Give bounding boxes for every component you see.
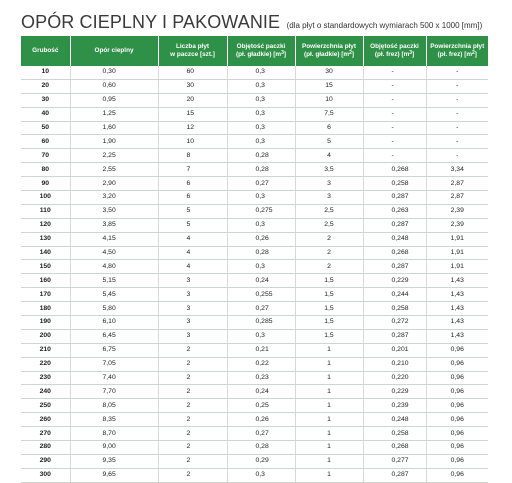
table-row bbox=[21, 427, 488, 441]
thermal-resistance-cell: 5,45 bbox=[70, 288, 158, 302]
boards-per-pack-cell: 20 bbox=[158, 93, 227, 107]
thermal-resistance-cell: 7,70 bbox=[70, 385, 158, 399]
board-area-smooth-cell: 1 bbox=[295, 399, 363, 413]
table-row bbox=[21, 66, 488, 79]
table-row bbox=[21, 343, 488, 357]
pack-volume-smooth-cell: 0,3 bbox=[227, 191, 295, 205]
thickness-cell: 120 bbox=[21, 218, 70, 232]
boards-per-pack-cell: 5 bbox=[158, 218, 227, 232]
thickness-cell: 90 bbox=[21, 177, 70, 191]
table-row bbox=[21, 454, 488, 468]
table-row bbox=[21, 413, 488, 427]
table-row bbox=[21, 385, 488, 399]
thermal-resistance-cell: 8,35 bbox=[70, 413, 158, 427]
boards-per-pack-cell: 3 bbox=[158, 302, 227, 316]
board-area-milled-cell: 0,96 bbox=[426, 427, 488, 441]
table-row bbox=[21, 357, 488, 371]
board-area-smooth-cell: 3 bbox=[295, 177, 363, 191]
board-area-milled-cell: 0,96 bbox=[426, 343, 488, 357]
table-row bbox=[21, 232, 488, 246]
board-area-milled-cell: 0,96 bbox=[426, 399, 488, 413]
table-row bbox=[21, 107, 488, 121]
table-row bbox=[21, 93, 488, 107]
board-area-milled-cell: - bbox=[426, 135, 488, 149]
boards-per-pack-cell: 12 bbox=[158, 121, 227, 135]
table-row bbox=[21, 302, 488, 316]
board-area-milled-cell: - bbox=[426, 66, 488, 79]
thermal-resistance-cell: 0,60 bbox=[70, 79, 158, 93]
pack-volume-smooth-cell: 0,3 bbox=[227, 135, 295, 149]
board-area-smooth-cell: 1 bbox=[295, 413, 363, 427]
thickness-cell: 50 bbox=[21, 121, 70, 135]
thickness-cell: 30 bbox=[21, 93, 70, 107]
thermal-resistance-cell: 3,50 bbox=[70, 204, 158, 218]
pack-volume-smooth-cell: 0,275 bbox=[227, 204, 295, 218]
table-row bbox=[21, 121, 488, 135]
boards-per-pack-cell: 30 bbox=[158, 79, 227, 93]
pack-volume-smooth-cell: 0,3 bbox=[227, 468, 295, 482]
table-row bbox=[21, 468, 488, 482]
pack-volume-milled-cell: 0,258 bbox=[363, 427, 426, 441]
pack-volume-smooth-cell: 0,3 bbox=[227, 79, 295, 93]
pack-volume-smooth-cell: 0,21 bbox=[227, 343, 295, 357]
boards-per-pack-cell: 3 bbox=[158, 316, 227, 330]
pack-volume-smooth-cell: 0,3 bbox=[227, 329, 295, 343]
board-area-smooth-cell: 1 bbox=[295, 385, 363, 399]
page-title-row bbox=[21, 12, 482, 33]
pack-volume-smooth-cell: 0,29 bbox=[227, 454, 295, 468]
col-header-unit-exponent: 2 bbox=[349, 50, 352, 56]
pack-volume-smooth-cell: 0,28 bbox=[227, 149, 295, 163]
boards-per-pack-cell: 2 bbox=[158, 454, 227, 468]
board-area-milled-cell: 1,43 bbox=[426, 329, 488, 343]
board-area-milled-cell: - bbox=[426, 107, 488, 121]
thickness-cell: 260 bbox=[21, 413, 70, 427]
boards-per-pack-cell: 2 bbox=[158, 357, 227, 371]
board-area-milled-cell: 2,87 bbox=[426, 177, 488, 191]
pack-volume-milled-cell: - bbox=[363, 135, 426, 149]
board-area-smooth-cell: 1,5 bbox=[295, 302, 363, 316]
thermal-resistance-cell: 4,80 bbox=[70, 260, 158, 274]
thermal-resistance-cell: 0,30 bbox=[70, 66, 158, 79]
pack-volume-smooth-cell: 0,27 bbox=[227, 302, 295, 316]
thermal-resistance-cell: 5,15 bbox=[70, 274, 158, 288]
page-title: OPÓR CIEPLNY I PAKOWANIE bbox=[21, 12, 281, 32]
col-header-line2: (pł. frez) [m bbox=[374, 51, 410, 58]
col-header-unit-exponent: 3 bbox=[409, 50, 413, 56]
thermal-resistance-cell: 2,55 bbox=[70, 163, 158, 177]
boards-per-pack-cell: 3 bbox=[158, 288, 227, 302]
thermal-resistance-cell: 6,10 bbox=[70, 316, 158, 330]
board-area-smooth-cell: 1,5 bbox=[295, 288, 363, 302]
thermal-resistance-cell: 4,15 bbox=[70, 232, 158, 246]
thermal-resistance-cell: 6,45 bbox=[70, 329, 158, 343]
table-row bbox=[21, 399, 488, 413]
boards-per-pack-cell: 2 bbox=[158, 413, 227, 427]
board-area-smooth-cell: 2 bbox=[295, 260, 363, 274]
col-header-line1: Powierzchnia płyt bbox=[302, 43, 356, 50]
pack-volume-smooth-cell: 0,23 bbox=[227, 371, 295, 385]
board-area-milled-cell: 2,87 bbox=[426, 191, 488, 205]
board-area-milled-cell: - bbox=[426, 93, 488, 107]
pack-volume-milled-cell: 0,244 bbox=[363, 288, 426, 302]
boards-per-pack-cell: 2 bbox=[158, 371, 227, 385]
table-body bbox=[21, 66, 488, 482]
board-area-smooth-cell: 1,5 bbox=[295, 329, 363, 343]
board-area-smooth-cell: 3,5 bbox=[295, 163, 363, 177]
boards-per-pack-cell: 7 bbox=[158, 163, 227, 177]
boards-per-pack-cell: 10 bbox=[158, 135, 227, 149]
thickness-cell: 100 bbox=[21, 191, 70, 205]
thermal-resistance-cell: 0,95 bbox=[70, 93, 158, 107]
board-area-milled-cell: 0,96 bbox=[426, 454, 488, 468]
board-area-smooth-cell: 1 bbox=[295, 371, 363, 385]
table-row bbox=[21, 246, 488, 260]
pack-volume-milled-cell: 0,210 bbox=[363, 357, 426, 371]
pack-volume-smooth-cell: 0,28 bbox=[227, 163, 295, 177]
thickness-cell: 240 bbox=[21, 385, 70, 399]
col-header-line1: Objętość paczki bbox=[370, 43, 419, 50]
board-area-smooth-cell: 1,5 bbox=[295, 274, 363, 288]
pack-volume-milled-cell: - bbox=[363, 149, 426, 163]
thermal-resistance-cell: 2,25 bbox=[70, 149, 158, 163]
board-area-smooth-cell: 15 bbox=[295, 79, 363, 93]
pack-volume-smooth-cell: 0,22 bbox=[227, 357, 295, 371]
board-area-smooth-cell: 7,5 bbox=[295, 107, 363, 121]
table-row bbox=[21, 79, 488, 93]
thermal-resistance-cell: 9,35 bbox=[70, 454, 158, 468]
pack-volume-milled-cell: 0,287 bbox=[363, 218, 426, 232]
pack-volume-milled-cell: 0,287 bbox=[363, 468, 426, 482]
table-row bbox=[21, 441, 488, 455]
pack-volume-smooth-cell: 0,3 bbox=[227, 66, 295, 79]
col-header-pack-volume-smooth bbox=[227, 36, 295, 66]
thermal-resistance-cell: 8,70 bbox=[70, 427, 158, 441]
col-header-line2: (pł. gładkie) [m bbox=[235, 51, 282, 58]
board-area-milled-cell: 0,96 bbox=[426, 371, 488, 385]
thickness-cell: 150 bbox=[21, 260, 70, 274]
col-header-boards-per-pack bbox=[158, 36, 227, 66]
pack-volume-smooth-cell: 0,255 bbox=[227, 288, 295, 302]
col-header-thermal-resistance bbox=[70, 36, 158, 66]
table-row bbox=[21, 149, 488, 163]
thermal-resistance-cell: 7,40 bbox=[70, 371, 158, 385]
board-area-smooth-cell: 1 bbox=[295, 357, 363, 371]
thermal-resistance-cell: 2,90 bbox=[70, 177, 158, 191]
board-area-milled-cell: - bbox=[426, 79, 488, 93]
thermal-resistance-cell: 8,05 bbox=[70, 399, 158, 413]
board-area-smooth-cell: 1 bbox=[295, 454, 363, 468]
thickness-cell: 250 bbox=[21, 399, 70, 413]
board-area-milled-cell: 1,91 bbox=[426, 246, 488, 260]
boards-per-pack-cell: 15 bbox=[158, 107, 227, 121]
pack-volume-milled-cell: - bbox=[363, 66, 426, 79]
board-area-milled-cell: 0,96 bbox=[426, 468, 488, 482]
thickness-cell: 300 bbox=[21, 468, 70, 482]
thickness-cell: 80 bbox=[21, 163, 70, 177]
board-area-milled-cell: 1,43 bbox=[426, 288, 488, 302]
table-row bbox=[21, 191, 488, 205]
boards-per-pack-cell: 3 bbox=[158, 274, 227, 288]
pack-volume-milled-cell: 0,201 bbox=[363, 343, 426, 357]
table-row bbox=[21, 204, 488, 218]
col-header-unit-close: ] bbox=[474, 51, 477, 58]
col-header-board-area-milled bbox=[426, 36, 488, 66]
boards-per-pack-cell: 8 bbox=[158, 149, 227, 163]
pack-volume-milled-cell: - bbox=[363, 121, 426, 135]
pack-volume-milled-cell: 0,229 bbox=[363, 274, 426, 288]
boards-per-pack-cell: 2 bbox=[158, 399, 227, 413]
col-header-board-area-smooth bbox=[295, 36, 363, 66]
pack-volume-smooth-cell: 0,27 bbox=[227, 427, 295, 441]
board-area-smooth-cell: 6 bbox=[295, 121, 363, 135]
thickness-cell: 10 bbox=[21, 66, 70, 79]
pack-volume-smooth-cell: 0,28 bbox=[227, 246, 295, 260]
board-area-smooth-cell: 2 bbox=[295, 246, 363, 260]
board-area-smooth-cell: 2,5 bbox=[295, 204, 363, 218]
pack-volume-smooth-cell: 0,24 bbox=[227, 274, 295, 288]
insulation-table bbox=[21, 36, 488, 483]
pack-volume-milled-cell: 0,277 bbox=[363, 454, 426, 468]
table-header-row bbox=[21, 36, 488, 66]
col-header-unit-close: ] bbox=[351, 51, 354, 58]
col-header-thickness bbox=[21, 36, 70, 66]
pack-volume-milled-cell: 0,287 bbox=[363, 260, 426, 274]
col-header-pack-volume-milled bbox=[363, 36, 426, 66]
thermal-resistance-cell: 3,85 bbox=[70, 218, 158, 232]
thickness-cell: 60 bbox=[21, 135, 70, 149]
thickness-cell: 170 bbox=[21, 288, 70, 302]
board-area-smooth-cell: 10 bbox=[295, 93, 363, 107]
table-row bbox=[21, 135, 488, 149]
thickness-cell: 280 bbox=[21, 441, 70, 455]
thickness-cell: 190 bbox=[21, 316, 70, 330]
thermal-resistance-cell: 6,75 bbox=[70, 343, 158, 357]
thermal-resistance-cell: 9,65 bbox=[70, 468, 158, 482]
boards-per-pack-cell: 4 bbox=[158, 232, 227, 246]
pack-volume-milled-cell: 0,248 bbox=[363, 232, 426, 246]
boards-per-pack-cell: 3 bbox=[158, 329, 227, 343]
boards-per-pack-cell: 60 bbox=[158, 66, 227, 79]
col-header-unit-exponent: 2 bbox=[472, 50, 475, 56]
thermal-resistance-cell: 5,80 bbox=[70, 302, 158, 316]
pack-volume-smooth-cell: 0,3 bbox=[227, 260, 295, 274]
pack-volume-milled-cell: 0,287 bbox=[363, 191, 426, 205]
pack-volume-milled-cell: 0,268 bbox=[363, 163, 426, 177]
board-area-milled-cell: 1,43 bbox=[426, 316, 488, 330]
boards-per-pack-cell: 5 bbox=[158, 204, 227, 218]
pack-volume-smooth-cell: 0,28 bbox=[227, 441, 295, 455]
col-header-unit-exponent: 3 bbox=[281, 50, 284, 56]
board-area-milled-cell: 2,39 bbox=[426, 204, 488, 218]
pack-volume-smooth-cell: 0,285 bbox=[227, 316, 295, 330]
board-area-milled-cell: 0,96 bbox=[426, 413, 488, 427]
board-area-milled-cell: 1,43 bbox=[426, 274, 488, 288]
table-row bbox=[21, 163, 488, 177]
col-header-line1: Objętość paczki bbox=[236, 43, 286, 50]
boards-per-pack-cell: 2 bbox=[158, 427, 227, 441]
thermal-resistance-cell: 1,60 bbox=[70, 121, 158, 135]
col-header-line2: w paczce [szt.] bbox=[170, 51, 215, 58]
pack-volume-smooth-cell: 0,3 bbox=[227, 107, 295, 121]
pack-volume-milled-cell: 0,268 bbox=[363, 441, 426, 455]
board-area-smooth-cell: 1 bbox=[295, 441, 363, 455]
thickness-cell: 160 bbox=[21, 274, 70, 288]
boards-per-pack-cell: 6 bbox=[158, 177, 227, 191]
boards-per-pack-cell: 2 bbox=[158, 441, 227, 455]
boards-per-pack-cell: 2 bbox=[158, 468, 227, 482]
thermal-resistance-cell: 1,90 bbox=[70, 135, 158, 149]
table-row bbox=[21, 218, 488, 232]
pack-volume-smooth-cell: 0,25 bbox=[227, 399, 295, 413]
thickness-cell: 20 bbox=[21, 79, 70, 93]
table-row bbox=[21, 177, 488, 191]
thickness-cell: 70 bbox=[21, 149, 70, 163]
board-area-smooth-cell: 1 bbox=[295, 427, 363, 441]
thickness-cell: 230 bbox=[21, 371, 70, 385]
pack-volume-milled-cell: 0,239 bbox=[363, 399, 426, 413]
board-area-milled-cell: 1,91 bbox=[426, 260, 488, 274]
pack-volume-smooth-cell: 0,3 bbox=[227, 121, 295, 135]
thermal-resistance-cell: 7,05 bbox=[70, 357, 158, 371]
board-area-milled-cell: 3,34 bbox=[426, 163, 488, 177]
thickness-cell: 130 bbox=[21, 232, 70, 246]
board-area-smooth-cell: 4 bbox=[295, 149, 363, 163]
pack-volume-milled-cell: 0,258 bbox=[363, 177, 426, 191]
table-row bbox=[21, 316, 488, 330]
thermal-resistance-cell: 9,00 bbox=[70, 441, 158, 455]
pack-volume-milled-cell: 0,287 bbox=[363, 329, 426, 343]
board-area-smooth-cell: 3 bbox=[295, 191, 363, 205]
table-row bbox=[21, 371, 488, 385]
pack-volume-smooth-cell: 0,26 bbox=[227, 413, 295, 427]
pack-volume-smooth-cell: 0,27 bbox=[227, 177, 295, 191]
thickness-cell: 290 bbox=[21, 454, 70, 468]
col-header-unit-close: ] bbox=[283, 51, 286, 58]
thickness-cell: 270 bbox=[21, 427, 70, 441]
col-header-line1: Grubość bbox=[32, 47, 59, 54]
col-header-unit-close: ] bbox=[412, 51, 415, 58]
thickness-cell: 210 bbox=[21, 343, 70, 357]
pack-volume-smooth-cell: 0,26 bbox=[227, 232, 295, 246]
board-area-milled-cell: 0,96 bbox=[426, 357, 488, 371]
board-area-smooth-cell: 30 bbox=[295, 66, 363, 79]
board-area-smooth-cell: 1 bbox=[295, 468, 363, 482]
page-subtitle: (dla płyt o standardowych wymiarach 500 x 1000 [mm]) bbox=[286, 21, 483, 30]
pack-volume-milled-cell: 0,229 bbox=[363, 385, 426, 399]
col-header-line2: (pł. gładkie) [m bbox=[303, 51, 350, 58]
pack-volume-milled-cell: 0,248 bbox=[363, 413, 426, 427]
boards-per-pack-cell: 6 bbox=[158, 191, 227, 205]
col-header-line1: Liczba płyt bbox=[175, 43, 210, 50]
board-area-milled-cell: - bbox=[426, 121, 488, 135]
board-area-milled-cell: 0,96 bbox=[426, 441, 488, 455]
board-area-smooth-cell: 5 bbox=[295, 135, 363, 149]
thickness-cell: 180 bbox=[21, 302, 70, 316]
thermal-resistance-cell: 1,25 bbox=[70, 107, 158, 121]
col-header-line1: Powierzchnia płyt bbox=[430, 43, 485, 50]
pack-volume-milled-cell: - bbox=[363, 107, 426, 121]
table-row bbox=[21, 329, 488, 343]
board-area-milled-cell: 1,43 bbox=[426, 302, 488, 316]
pack-volume-milled-cell: 0,263 bbox=[363, 204, 426, 218]
thickness-cell: 40 bbox=[21, 107, 70, 121]
board-area-milled-cell: 2,39 bbox=[426, 218, 488, 232]
pack-volume-smooth-cell: 0,3 bbox=[227, 218, 295, 232]
pack-volume-milled-cell: - bbox=[363, 93, 426, 107]
pack-volume-milled-cell: - bbox=[363, 79, 426, 93]
thermal-resistance-cell: 3,20 bbox=[70, 191, 158, 205]
boards-per-pack-cell: 2 bbox=[158, 343, 227, 357]
boards-per-pack-cell: 4 bbox=[158, 246, 227, 260]
thermal-resistance-cell: 4,50 bbox=[70, 246, 158, 260]
board-area-smooth-cell: 2 bbox=[295, 232, 363, 246]
table-row bbox=[21, 260, 488, 274]
thickness-cell: 220 bbox=[21, 357, 70, 371]
board-area-milled-cell: - bbox=[426, 149, 488, 163]
pack-volume-smooth-cell: 0,3 bbox=[227, 93, 295, 107]
pack-volume-milled-cell: 0,220 bbox=[363, 371, 426, 385]
pack-volume-milled-cell: 0,268 bbox=[363, 246, 426, 260]
col-header-line1: Opór cieplny bbox=[94, 47, 134, 54]
col-header-line2: (pł. frez) [m bbox=[437, 51, 472, 58]
thickness-cell: 110 bbox=[21, 204, 70, 218]
board-area-smooth-cell: 1 bbox=[295, 343, 363, 357]
table-row bbox=[21, 274, 488, 288]
boards-per-pack-cell: 4 bbox=[158, 260, 227, 274]
boards-per-pack-cell: 2 bbox=[158, 385, 227, 399]
board-area-milled-cell: 1,91 bbox=[426, 232, 488, 246]
thickness-cell: 200 bbox=[21, 329, 70, 343]
pack-volume-milled-cell: 0,258 bbox=[363, 302, 426, 316]
board-area-milled-cell: 0,96 bbox=[426, 385, 488, 399]
table-row bbox=[21, 288, 488, 302]
pack-volume-milled-cell: 0,272 bbox=[363, 316, 426, 330]
thickness-cell: 140 bbox=[21, 246, 70, 260]
pack-volume-smooth-cell: 0,24 bbox=[227, 385, 295, 399]
board-area-smooth-cell: 2,5 bbox=[295, 218, 363, 232]
board-area-smooth-cell: 1,5 bbox=[295, 316, 363, 330]
